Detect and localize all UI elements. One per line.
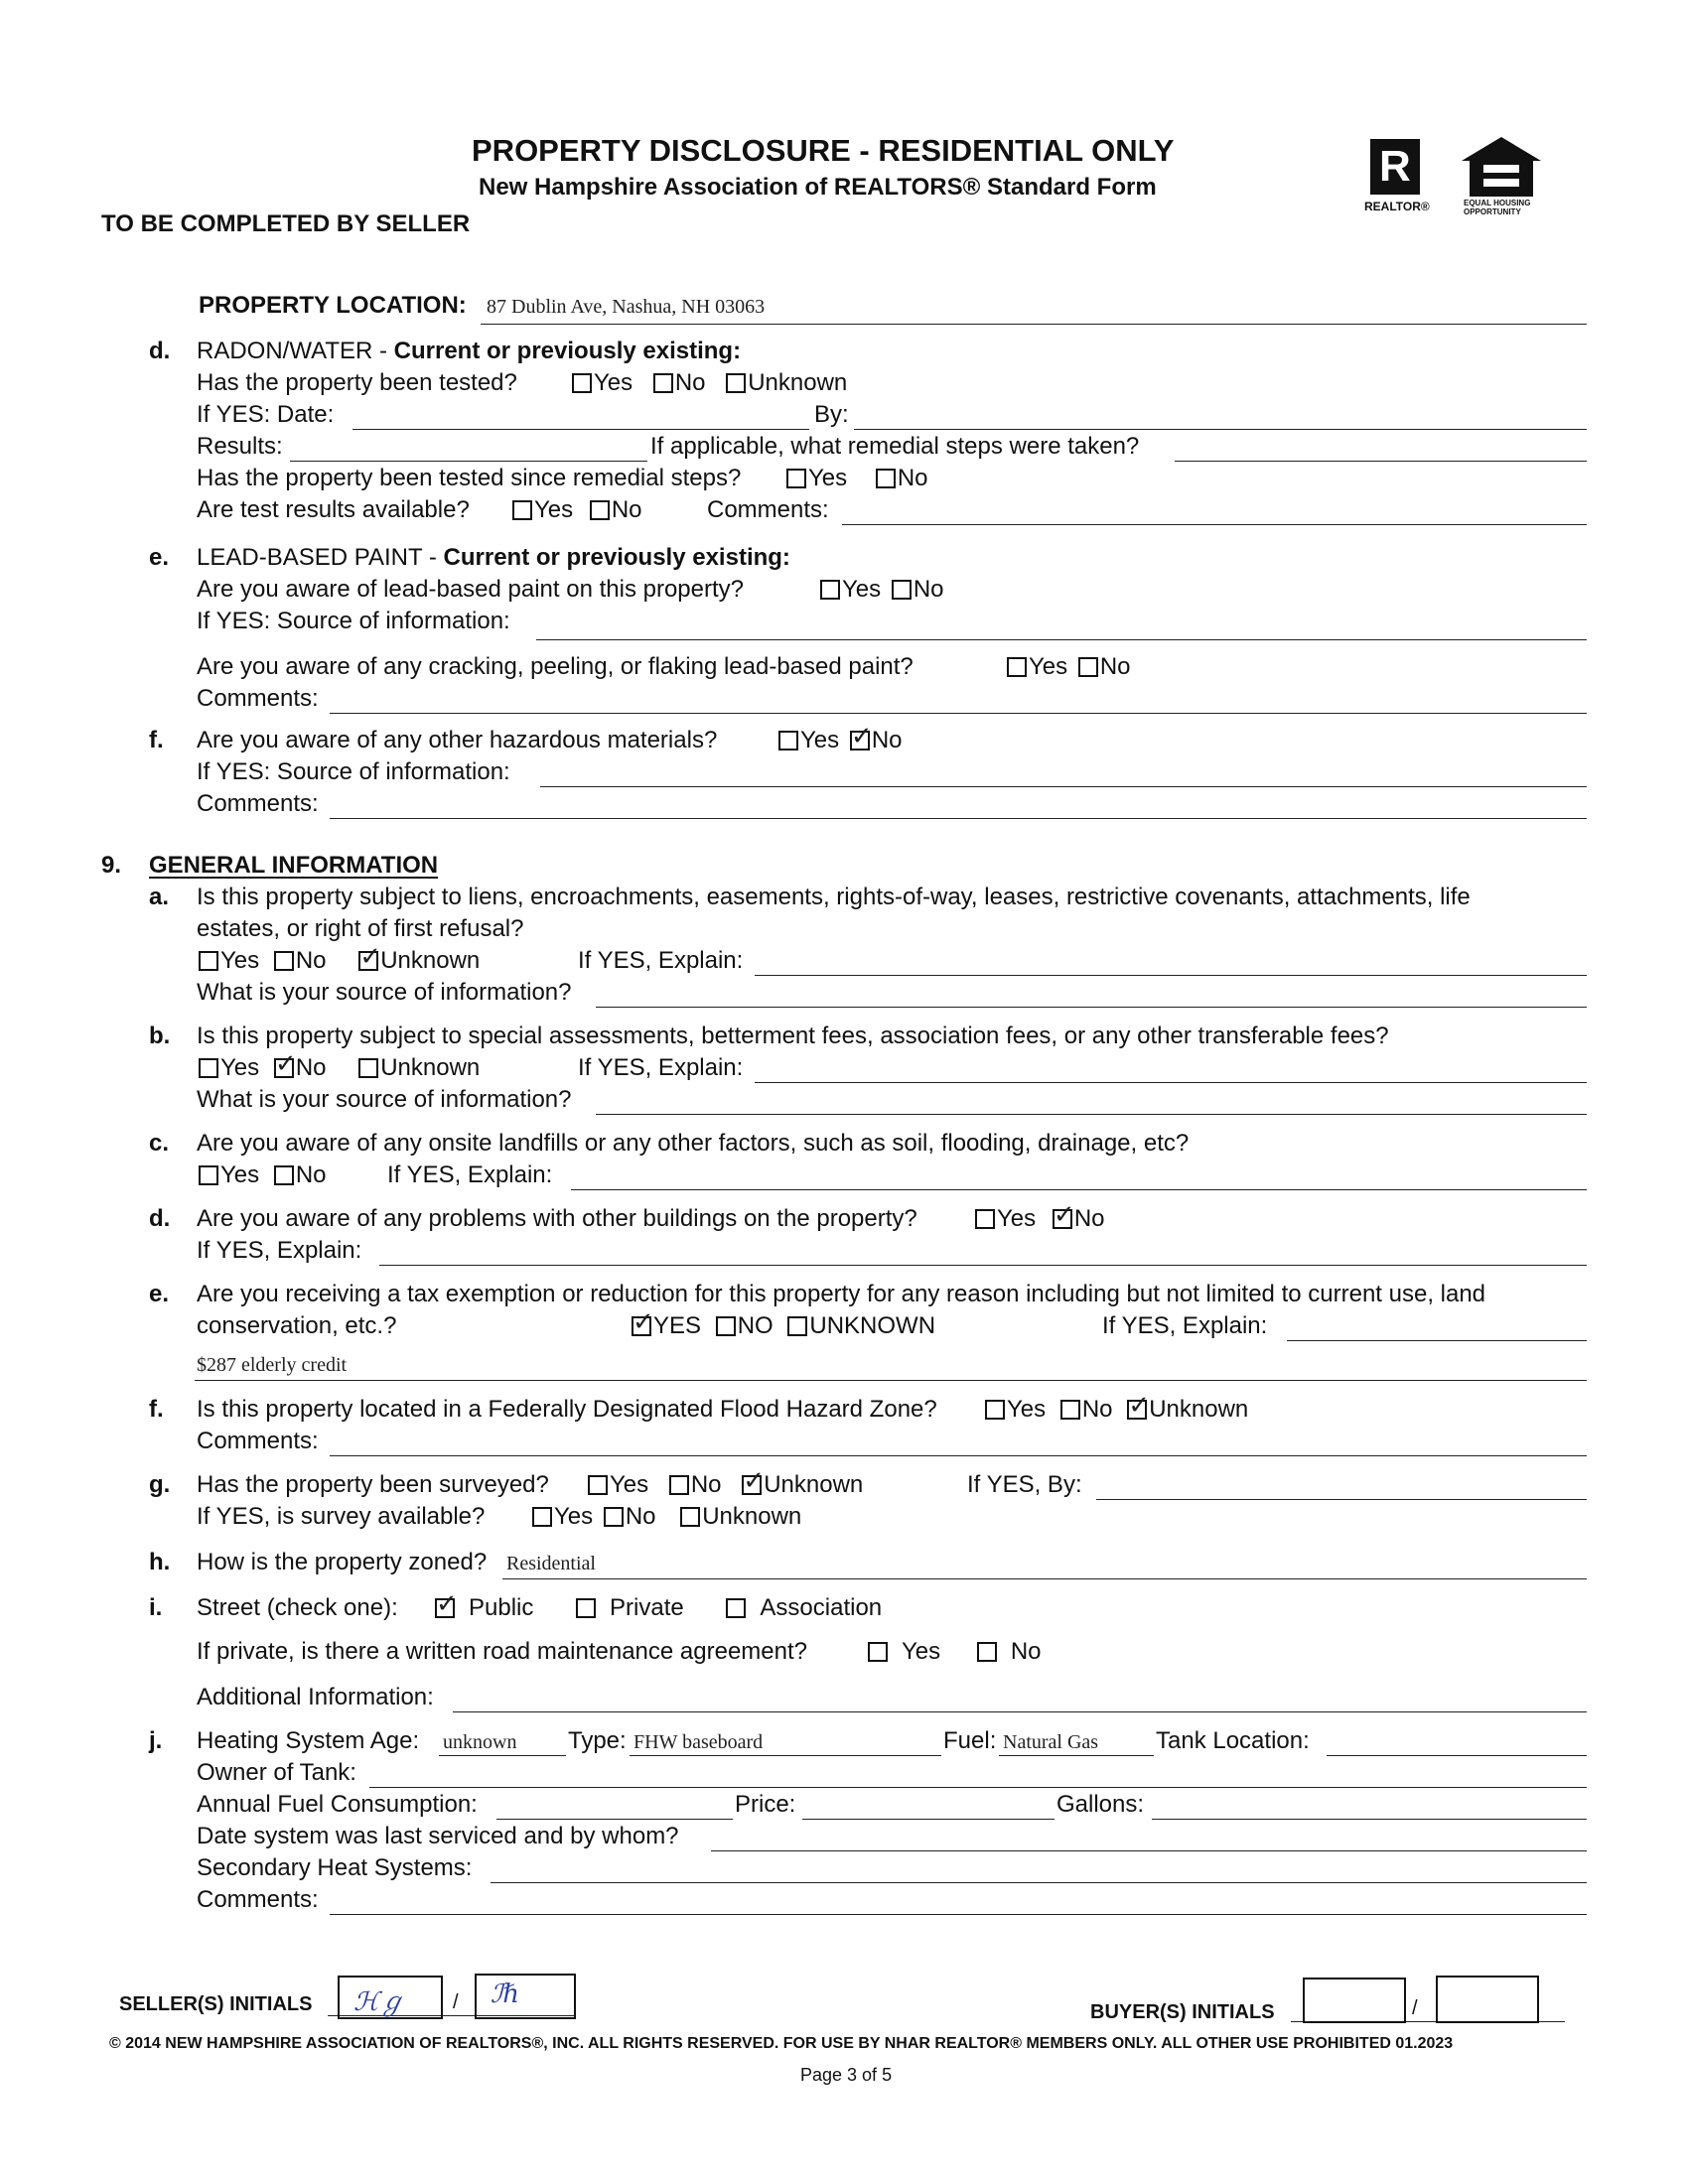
- hazardous-source-label: If YES: Source of information:: [197, 758, 510, 785]
- radon-retested-options: Yes No: [782, 465, 928, 492]
- radon-comments-label: Comments:: [707, 496, 829, 523]
- flood-zone-options: Yes No ✓ Unknown: [981, 1396, 1248, 1424]
- surveyed-by-label: If YES, By:: [967, 1471, 1082, 1498]
- radon-tested-options: Yes No Unknown: [568, 369, 847, 397]
- radon-remedial-label: If applicable, what remedial steps were taken?: [650, 433, 1140, 460]
- hazardous-comments-label: Comments:: [197, 790, 319, 817]
- item-9a-letter: a.: [149, 884, 170, 910]
- page-number: Page 3 of 5: [800, 2065, 893, 2085]
- annual-fuel-label: Annual Fuel Consumption:: [197, 1791, 478, 1818]
- street-additional-label: Additional Information:: [197, 1684, 434, 1710]
- seller-initials-label: SELLER(S) INITIALS: [119, 1993, 313, 2015]
- seller-initials-signature-2: ℐℏ: [491, 1979, 519, 2009]
- tax-exemption-unknown-checkbox[interactable]: [787, 1316, 807, 1336]
- hazardous-options: Yes ✓ No: [774, 727, 903, 754]
- section-e-title: LEAD-BASED PAINT - Current or previously existing:: [197, 544, 790, 571]
- radon-tested-no-checkbox[interactable]: [653, 373, 673, 393]
- liens-unknown-checkbox[interactable]: [358, 951, 378, 971]
- realtor-logo: [1370, 139, 1420, 195]
- hazardous-question: Are you aware of any other hazardous materials?: [197, 727, 718, 753]
- hazardous-no-checkbox[interactable]: [850, 731, 870, 751]
- radon-retested-question: Has the property been tested since remedial steps?: [197, 465, 742, 491]
- seller-initials-signature-1: ℋℊ: [353, 1987, 405, 2017]
- assessments-options: Yes ✓ No Unknown: [195, 1054, 480, 1082]
- survey-available-no-checkbox[interactable]: [604, 1507, 624, 1527]
- street-association-checkbox[interactable]: [726, 1598, 746, 1618]
- other-buildings-no-checkbox[interactable]: [1053, 1209, 1072, 1229]
- flood-zone-yes-checkbox[interactable]: [985, 1400, 1005, 1420]
- heating-fuel-value[interactable]: Natural Gas: [1003, 1731, 1099, 1753]
- lead-source-label: If YES: Source of information:: [197, 608, 510, 634]
- liens-source-label: What is your source of information?: [197, 979, 572, 1006]
- road-maintenance-options: Yes No: [856, 1638, 1042, 1666]
- tank-location-label: Tank Location:: [1156, 1727, 1310, 1754]
- radon-retested-yes-checkbox[interactable]: [786, 469, 806, 488]
- street-question: Street (check one):: [197, 1594, 398, 1621]
- radon-date-label: If YES: Date:: [197, 401, 335, 428]
- eho-logo-text: EQUAL HOUSING OPPORTUNITY: [1464, 199, 1531, 216]
- lead-comments-label: Comments:: [197, 685, 319, 712]
- tax-exemption-question-line2: conservation, etc.?: [197, 1312, 397, 1339]
- lead-cracking-yes-checkbox[interactable]: [1007, 657, 1027, 677]
- tax-exemption-options: ✓ YES NO UNKNOWN: [628, 1312, 935, 1340]
- item-9j-letter: j.: [149, 1727, 163, 1754]
- copyright-notice: © 2014 NEW HAMPSHIRE ASSOCIATION OF REALTORS®, INC. ALL RIGHTS RESERVED. FOR USE BY NHAR REALTOR® MEMBERS ONLY. ALL OTHER USE PROHIBITED 01.2023: [109, 2035, 1454, 2052]
- street-public-checkbox[interactable]: [435, 1598, 455, 1618]
- heating-type-value[interactable]: FHW baseboard: [633, 1731, 764, 1753]
- radon-retested-no-checkbox[interactable]: [876, 469, 896, 488]
- hazardous-yes-checkbox[interactable]: [778, 731, 798, 751]
- section-f-letter: f.: [149, 727, 164, 753]
- section-d-letter: d.: [149, 338, 171, 364]
- liens-question-line2: estates, or right of first refusal?: [197, 915, 524, 942]
- zoned-question: How is the property zoned?: [197, 1549, 488, 1575]
- radon-tested-yes-checkbox[interactable]: [572, 373, 592, 393]
- section-e-letter: e.: [149, 544, 170, 571]
- heating-fuel-label: Fuel:: [943, 1727, 997, 1754]
- radon-results-no-checkbox[interactable]: [590, 500, 610, 520]
- assessments-explain-label: If YES, Explain:: [578, 1054, 744, 1081]
- radon-results-label: Results:: [197, 433, 283, 460]
- radon-by-label: By:: [814, 401, 849, 428]
- radon-tested-question: Has the property been tested?: [197, 369, 517, 396]
- zoned-answer[interactable]: Residential: [506, 1553, 596, 1574]
- seller-initials-slash: /: [453, 1991, 459, 2013]
- assessments-yes-checkbox[interactable]: [199, 1058, 218, 1078]
- fuel-price-label: Price:: [735, 1791, 796, 1818]
- radon-results-yes-checkbox[interactable]: [512, 500, 532, 520]
- tax-exemption-answer[interactable]: $287 elderly credit: [197, 1354, 348, 1376]
- radon-results-available-question: Are test results available?: [197, 496, 470, 523]
- surveyed-options: Yes No ✓ Unknown: [584, 1471, 863, 1499]
- landfills-no-checkbox[interactable]: [274, 1165, 294, 1185]
- heating-type-label: Type:: [568, 1727, 627, 1754]
- survey-available-yes-checkbox[interactable]: [532, 1507, 552, 1527]
- tax-exemption-question-line1: Are you receiving a tax exemption or reduction for this property for any reason including but not limited to current use, land: [197, 1281, 1486, 1307]
- landfills-yes-checkbox[interactable]: [199, 1165, 218, 1185]
- liens-question-line1: Is this property subject to liens, encroachments, easements, rights-of-way, leases, restrictive covenants, attachments, life: [197, 884, 1471, 910]
- form-title: PROPERTY DISCLOSURE - RESIDENTIAL ONLY: [472, 133, 1175, 168]
- radon-tested-unknown-checkbox[interactable]: [726, 373, 746, 393]
- street-private-checkbox[interactable]: [576, 1598, 596, 1618]
- lead-paint-no-checkbox[interactable]: [892, 580, 912, 600]
- surveyed-no-checkbox[interactable]: [669, 1475, 689, 1495]
- lead-cracking-question: Are you aware of any cracking, peeling, or flaking lead-based paint?: [197, 653, 914, 680]
- property-location-label: PROPERTY LOCATION:: [199, 292, 467, 319]
- landfills-options: Yes No: [195, 1161, 327, 1189]
- flood-zone-comments-label: Comments:: [197, 1428, 319, 1454]
- heating-comments-label: Comments:: [197, 1886, 319, 1913]
- secondary-heat-label: Secondary Heat Systems:: [197, 1854, 473, 1881]
- item-9f-letter: f.: [149, 1396, 164, 1423]
- item-9e-letter: e.: [149, 1281, 170, 1307]
- heating-age-value[interactable]: unknown: [443, 1731, 517, 1753]
- completed-by-label: TO BE COMPLETED BY SELLER: [101, 210, 471, 237]
- seller-initials-box-2[interactable]: [475, 1974, 576, 2019]
- lead-paint-question: Are you aware of lead-based paint on this property?: [197, 576, 745, 603]
- other-buildings-explain-label: If YES, Explain:: [197, 1237, 362, 1264]
- road-maintenance-question: If private, is there a written road maintenance agreement?: [197, 1638, 807, 1665]
- assessments-no-checkbox[interactable]: [274, 1058, 294, 1078]
- item-9h-letter: h.: [149, 1549, 171, 1575]
- section-9-title: GENERAL INFORMATION: [149, 852, 439, 879]
- lead-cracking-no-checkbox[interactable]: [1078, 657, 1098, 677]
- road-maintenance-yes-checkbox[interactable]: [868, 1642, 888, 1662]
- section-9-number: 9.: [101, 852, 122, 879]
- tax-exemption-explain-label: If YES, Explain:: [1102, 1312, 1268, 1339]
- buyer-initials-slash: /: [1412, 1997, 1418, 2019]
- other-buildings-yes-checkbox[interactable]: [975, 1209, 995, 1229]
- heating-age-label: Heating System Age:: [197, 1727, 420, 1754]
- assessments-source-label: What is your source of information?: [197, 1086, 572, 1113]
- assessments-question: Is this property subject to special assessments, betterment fees, association fees, or any other transferable fees?: [197, 1023, 1389, 1049]
- surveyed-unknown-checkbox[interactable]: [742, 1475, 762, 1495]
- street-options: ✓ Public Private Association: [421, 1594, 882, 1622]
- item-9b-letter: b.: [149, 1023, 171, 1049]
- property-location-value[interactable]: 87 Dublin Ave, Nashua, NH 03063: [487, 296, 766, 318]
- surveyed-yes-checkbox[interactable]: [588, 1475, 608, 1495]
- buyer-initials-box-2[interactable]: [1436, 1976, 1539, 2023]
- survey-available-unknown-checkbox[interactable]: [680, 1507, 700, 1527]
- item-9d-letter: d.: [149, 1205, 171, 1232]
- tax-exemption-yes-checkbox[interactable]: [632, 1316, 651, 1336]
- liens-no-checkbox[interactable]: [274, 951, 294, 971]
- item-9i-letter: i.: [149, 1594, 163, 1621]
- lead-paint-yes-checkbox[interactable]: [820, 580, 840, 600]
- landfills-question: Are you aware of any onsite landfills or any other factors, such as soil, flooding, drainage, etc?: [197, 1130, 1190, 1157]
- equal-housing-icon: [1458, 135, 1545, 199]
- landfills-explain-label: If YES, Explain:: [387, 1161, 553, 1188]
- buyer-initials-label: BUYER(S) INITIALS: [1090, 2001, 1275, 2023]
- form-subtitle: New Hampshire Association of REALTORS® Standard Form: [479, 174, 1157, 201]
- tax-exemption-no-checkbox[interactable]: [716, 1316, 736, 1336]
- survey-available-question: If YES, is survey available?: [197, 1503, 486, 1530]
- realtor-logo-text: REALTOR®: [1364, 200, 1430, 213]
- item-9g-letter: g.: [149, 1471, 171, 1498]
- item-9c-letter: c.: [149, 1130, 170, 1157]
- assessments-unknown-checkbox[interactable]: [358, 1058, 378, 1078]
- flood-zone-no-checkbox[interactable]: [1060, 1400, 1080, 1420]
- other-buildings-options: Yes ✓ No: [971, 1205, 1105, 1233]
- survey-available-options: Yes No Unknown: [528, 1503, 801, 1531]
- fuel-gallons-label: Gallons:: [1056, 1791, 1145, 1818]
- liens-options: Yes No ✓ Unknown: [195, 947, 480, 975]
- serviced-label: Date system was last serviced and by whom?: [197, 1823, 679, 1849]
- lead-cracking-options: Yes No: [1003, 653, 1131, 681]
- buyer-initials-box-1[interactable]: [1303, 1978, 1406, 2023]
- surveyed-question: Has the property been surveyed?: [197, 1471, 549, 1498]
- lead-paint-options: Yes No: [816, 576, 944, 604]
- liens-explain-label: If YES, Explain:: [578, 947, 744, 974]
- section-d-title: RADON/WATER - Current or previously existing:: [197, 338, 742, 364]
- seller-initials-box-1[interactable]: [338, 1976, 443, 2019]
- flood-zone-unknown-checkbox[interactable]: [1127, 1400, 1147, 1420]
- liens-yes-checkbox[interactable]: [199, 951, 218, 971]
- tank-owner-label: Owner of Tank:: [197, 1759, 356, 1786]
- realtor-r-icon: R: [1379, 142, 1411, 191]
- radon-results-available-options: Yes No: [508, 496, 642, 524]
- flood-zone-question: Is this property located in a Federally Designated Flood Hazard Zone?: [197, 1396, 937, 1423]
- road-maintenance-no-checkbox[interactable]: [977, 1642, 997, 1662]
- other-buildings-question: Are you aware of any problems with other buildings on the property?: [197, 1205, 917, 1232]
